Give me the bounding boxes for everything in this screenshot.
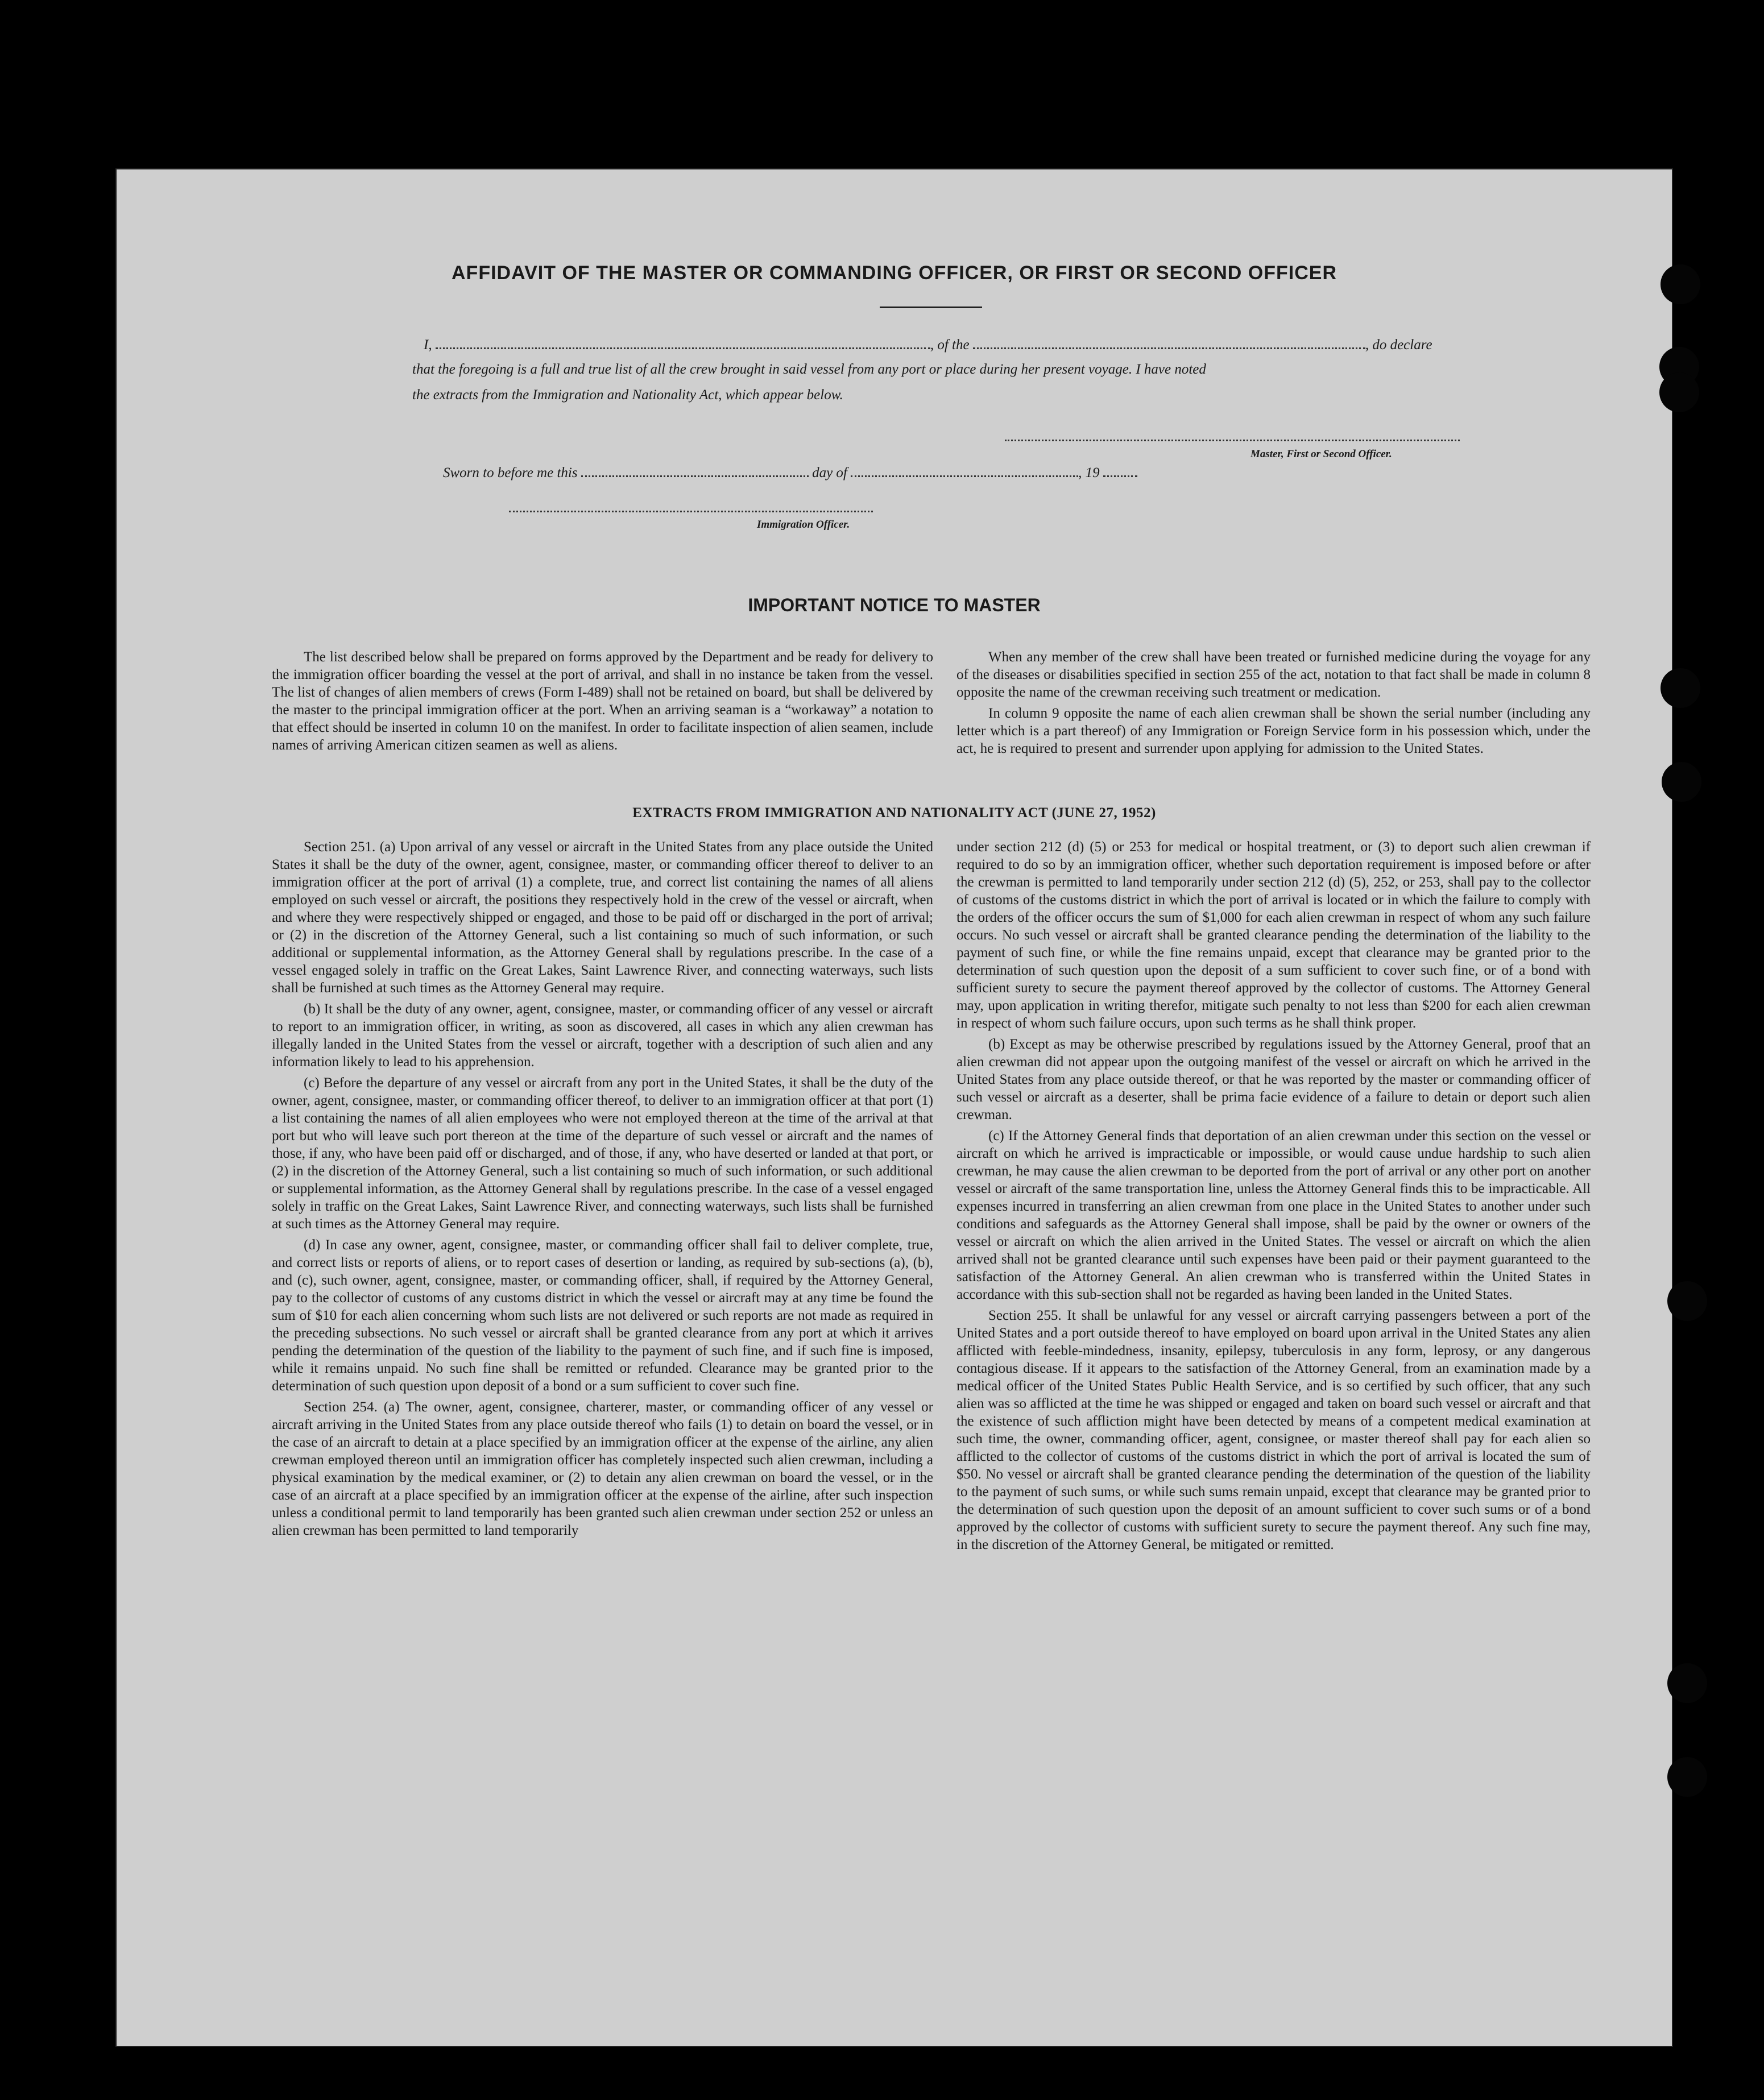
sworn-year-field (1103, 475, 1137, 477)
master-signature-caption: Master, First or Second Officer. (1250, 448, 1392, 460)
sworn-label: Sworn to before me this (443, 465, 578, 481)
sworn-month-field (851, 475, 1078, 477)
year-prefix: , 19 (1078, 465, 1100, 481)
title-underline (880, 306, 982, 308)
sworn-day-field (581, 475, 809, 477)
declaration-line (424, 337, 1432, 353)
notice-left-column (272, 648, 933, 757)
sworn-line (443, 465, 1137, 481)
section-251-d: (d) In case any owner, agent, consignee, master, or commanding officer shall fail to deliver complete, true, and correct lists or reports of aliens, or to report cases of desertion or landing, as required by sub-sections (a), (b), and (c), such owner, agent, consignee, master, or commanding officer, shall, if required by the Attorney General, pay to the collector of customs of any customs district in which the vessel or aircraft may at any time be found the sum of $10 for each alien concerning whom such lists are not delivered or such reports are not made as required in the preceding subsections. No such vessel or aircraft shall be granted clearance from any port at which it arrives pending the determination of the question of the liability to the payment of such fine, and if such fine is imposed, while it remains unpaid. No such fine shall be remitted or refunded. Clearance may be granted prior to the determination of such question upon deposit of a bond or a sum sufficient to cover such fine. (272, 1237, 933, 1394)
notice-left-paragraph: The list described below shall be prepared on forms approved by the Department and be ready for delivery to the immigration officer boarding the vessel at the port of arrival, and shall in no instance be taken from the vessel. The list of changes of alien members of crews (Form I-489) shall not be retained on board, but shall be delivered by the master to the principal immigration officer at the port. When an arriving seaman is a “workaway” a notation to that effect should be inserted in column 10 on the manifest. In order to facilitate inspection of alien seamen, include names of arriving American citizen seamen as well as aliens. (272, 649, 933, 753)
vessel-field (973, 347, 1365, 349)
extracts-title: EXTRACTS FROM IMMIGRATION AND NATIONALITY ACT (JUNE 27, 1952) (632, 805, 1156, 821)
section-254-c: (c) If the Attorney General finds that deportation of an alien crewman under this section on the vessel or aircraft on which he arrived is impracticable or impossible, or would cause undue hardship to such alien crewman, he may cause the alien crewman to be deported from the port of arrival or any other port on another vessel or aircraft of the same transportation line, unless the Attorney General finds this to be impracticable. All expenses incurred in transferring an alien crewman from one place in the United States to another under such conditions and safeguards as the Attorney General shall impose, shall be paid by the owner or owners of the vessel or aircraft on which the alien arrived in the United States. The vessel or aircraft on which the alien arrived shall not be granted clearance until such expenses have been paid or their payment guaranteed to the satisfaction of the Attorney General. An alien crewman who is transferred within the United States in accordance with this sub-section shall not be regarded as having been landed in the United States. (956, 1128, 1591, 1302)
extracts-left-column (272, 838, 933, 1543)
statement-line-2: the extracts from the Immigration and Nationality Act, which appear below. (412, 387, 843, 403)
extracts-right-column (956, 838, 1591, 1557)
document-page (117, 169, 1672, 2046)
section-254-a: Section 254. (a) The owner, agent, consignee, charterer, master, or commanding officer of any vessel or aircraft arriving in the United States from any place outside thereof who fails (1) to detain on board the vessel, or in the case of an aircraft to detain at a place specified by an immigration officer at the expense of the airline, any alien crewman employed thereon until an immigration officer has completely inspected such alien crewman, including a physical examination by the medical examiner, or (2) to detain any alien crewman on board the vessel, or in the case of an aircraft at a place specified by an immigration officer at the expense of the airline, after such inspection unless a conditional permit to land temporarily has been granted such alien crewman under section 252 or unless an alien crewman has been permitted to land temporarily (272, 1399, 933, 1538)
punch-hole (1661, 264, 1700, 304)
affidavit-title: AFFIDAVIT OF THE MASTER OR COMMANDING OFFICER, OR FIRST OR SECOND OFFICER (452, 262, 1337, 284)
declare-of-the: , of the (930, 337, 970, 353)
section-251-c: (c) Before the departure of any vessel or aircraft from any port in the United States, it shall be the duty of the owner, agent, consignee, master, or commanding officer thereof, to deliver to an immigration officer at that port (1) a list containing the names of all alien employees who were not employed thereon at the time of the arrival at that port but who will leave such port thereon at the time of the departure of such vessel or aircraft and the names of those, if any, who have been paid off or discharged, and of those, if any, who have deserted or landed at that port, or (2) in the discretion of the Attorney General, such a list containing so much of such information, or such additional or supplemental information, as the Attorney General shall by regulations prescribe. In the case of a vessel engaged solely in traffic on the Great Lakes, Saint Lawrence River, and connecting waterways, such lists shall be furnished at such times as the Attorney General may require. (272, 1075, 933, 1232)
name-field (436, 347, 930, 349)
punch-hole (1667, 1663, 1707, 1703)
declare-end: , do declare (1365, 337, 1432, 353)
section-254-a-continued: under section 212 (d) (5) or 253 for medical or hospital treatment, or (3) to deport such alien crewman if required to do so by an immigration officer, whether such deportation requirement is imposed before or after the crewman is permitted to land temporarily under section 212 (d) (5), 252, or 253, shall pay to the collector of customs of the customs district in which the port of arrival is located or in which the failure to comply with the orders of the officer occurs the sum of $1,000 for each alien crewman in respect of whom any such failure occurs. No such vessel or aircraft shall be granted clearance pending the determination of the liability to the payment of such fine, or while the fine remains unpaid, except that clearance may be granted prior to the determination of such question upon the deposit of a sum sufficient to cover such fine, or of a bond with sufficient surety to secure the payment thereof approved by the collector of customs. The Attorney General may, upon application in writing therefor, mitigate such penalty to not less than $200 for each alien crewman in respect of whom such failure occurs, upon such terms as he shall think proper. (956, 839, 1591, 1031)
punch-hole (1667, 1281, 1707, 1321)
punch-hole (1659, 372, 1699, 412)
section-251-a: Section 251. (a) Upon arrival of any vessel or aircraft in the United States from any place outside the United States it shall be the duty of the owner, agent, consignee, master, or commanding officer thereof to deliver to an immigration officer at the port of arrival (1) a complete, true, and correct list containing the names of all aliens employed on such vessel or aircraft, the positions they respectively hold in the crew of the vessel or aircraft, when and where they were respectively shipped or engaged, and those to be paid off or discharged in the port of arrival; or (2) in the discretion of the Attorney General, such a list containing so much of such information, or such additional or supplemental information, as the Attorney General shall by regulations prescribe. In the case of a vessel engaged solely in traffic on the Great Lakes, Saint Lawrence River, and connecting waterways, such lists shall be furnished at such times as the Attorney General may require. (272, 839, 933, 996)
day-of-label: day of (812, 465, 847, 481)
punch-hole (1667, 1757, 1707, 1797)
punch-hole (1662, 762, 1701, 802)
immigration-officer-caption: Immigration Officer. (757, 519, 850, 531)
notice-right-paragraph-1: When any member of the crew shall have been treated or furnished medicine during the voyage for any of the diseases or disabilities specified in section 255 of the act, notation to that fact shall be made in column 8 opposite the name of the crewman receiving such treatment or medication. (956, 649, 1591, 700)
punch-hole (1661, 668, 1700, 708)
statement-line-1: that the foregoing is a full and true list of all the crew brought in said vessel from any port or place during her present voyage. I have noted (412, 362, 1206, 377)
immigration-officer-signature-line (509, 511, 873, 512)
master-signature-line (1005, 440, 1460, 441)
notice-right-paragraph-2: In column 9 opposite the name of each alien crewman shall be shown the serial number (including any letter which is a part thereof) of any Immigration or Foreign Service form in his possession which, under the act, he is required to present and surrender upon applying for admission to the United States. (956, 706, 1591, 756)
section-254-b: (b) Except as may be otherwise prescribed by regulations issued by the Attorney General, proof that an alien crewman did not appear upon the outgoing manifest of the vessel or aircraft on which he arrived in the United States from any place outside thereof, or that he was reported by the master or commanding officer of such vessel or aircraft as a deserter, shall be prima facie evidence of a failure to detain or deport such alien crewman. (956, 1037, 1591, 1123)
notice-right-column (956, 648, 1591, 761)
notice-title: IMPORTANT NOTICE TO MASTER (748, 595, 1041, 615)
section-251-b: (b) It shall be the duty of any owner, agent, consignee, master, or commanding officer of any vessel or aircraft to report to an immigration officer, in writing, as soon as discovered, all cases in which any alien crewman has illegally landed in the United States from the vessel or aircraft, together with a description of such alien and any information likely to lead to his apprehension. (272, 1001, 933, 1070)
section-255: Section 255. It shall be unlawful for any vessel or aircraft carrying passengers between a port of the United States and a port outside thereof to have employed on board upon arrival in the United States any alien afflicted with feeble-mindedness, insanity, epilepsy, tuberculosis in any form, leprosy, or any dangerous contagious disease. If it appears to the satisfaction of the Attorney General, from an examination made by a medical officer of the United States Public Health Service, and is so certified by such officer, that any such alien was so afflicted at the time he was shipped or engaged and taken on board such vessel or aircraft and that the existence of such affliction might have been detected by means of a competent medical examination at such time, the owner, commanding officer, agent, consignee, or master thereof shall pay for each alien so afflicted to the collector of customs of the customs district in which the port of arrival is located the sum of $50. No vessel or aircraft shall be granted clearance pending the determination of the question of the liability to the payment of such sums, or while such sums remain unpaid, except that clearance may be granted prior to the determination of such question upon the deposit of an amount sufficient to cover such sums or of a bond approved by the collector of customs with sufficient surety to secure the payment thereof. Any such fine may, in the discretion of the Attorney General, be mitigated or remitted. (956, 1308, 1591, 1552)
declare-i: I, (424, 337, 432, 353)
